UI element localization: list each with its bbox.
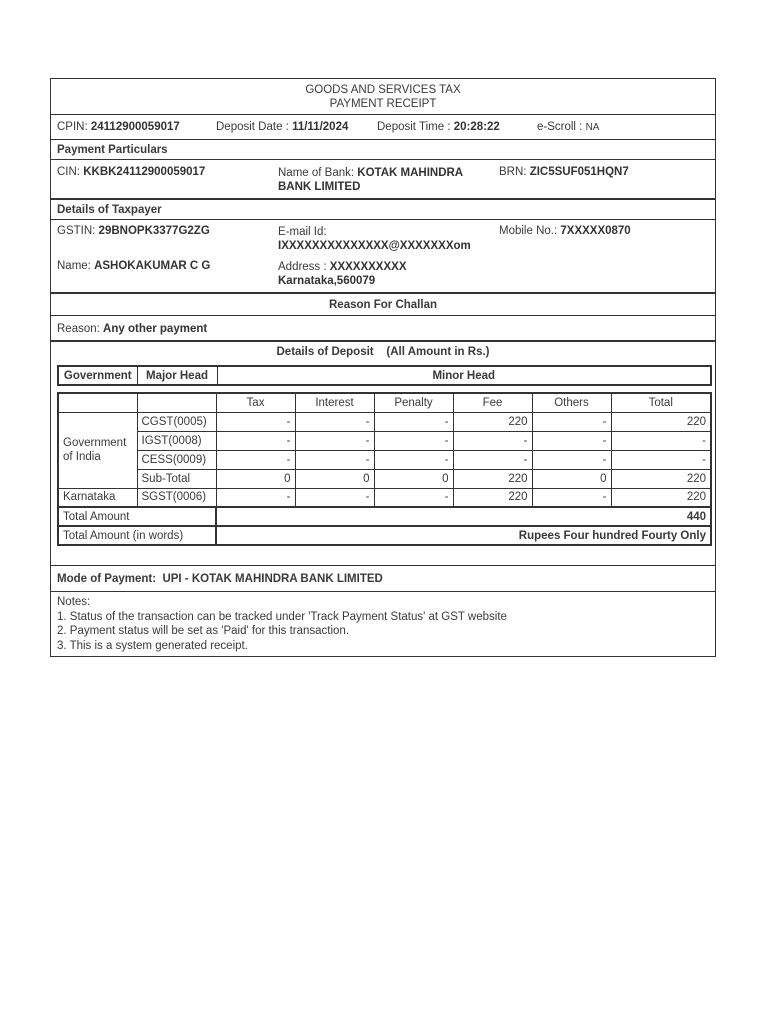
mode-label: Mode of Payment: [57, 573, 157, 585]
cpin [57, 121, 180, 133]
gstin [57, 225, 210, 237]
tax-cell: - [216, 431, 295, 450]
tax-cell: - [216, 488, 295, 507]
deposit-details [51, 342, 715, 566]
subcol-others: Others [532, 393, 611, 412]
interest-cell: - [295, 412, 374, 431]
escroll [537, 121, 599, 133]
gstin-label: GSTIN: [57, 225, 96, 237]
total-amount-label: Total Amount [58, 507, 216, 526]
fee-cell: - [453, 431, 532, 450]
fee-cell: 220 [453, 488, 532, 507]
subcol-total: Total [611, 393, 711, 412]
subcol-penalty: Penalty [374, 393, 453, 412]
goi-label-line2: of India [63, 451, 101, 463]
others-cell: - [532, 431, 611, 450]
bank-value-line2: BANK LIMITED [278, 181, 361, 193]
deposit-date-label: Deposit Date : [216, 121, 289, 133]
cin [57, 166, 205, 178]
payment-particulars-heading: Payment Particulars [51, 140, 715, 160]
penalty-cell: - [374, 488, 453, 507]
deposit-header-table [57, 365, 712, 386]
major-head-cell: IGST(0008) [137, 431, 216, 450]
note-item: 2. Payment status will be set as 'Paid' for this transaction. [57, 625, 350, 637]
taxpayer-name [57, 260, 210, 272]
taxpayer-details [51, 220, 715, 294]
interest-cell: - [295, 488, 374, 507]
taxpayer-name-label: Name: [57, 260, 91, 272]
penalty-cell: 0 [374, 469, 453, 488]
deposit-date-value: 11/11/2024 [292, 121, 349, 133]
total-words-label: Total Amount (in words) [58, 526, 216, 545]
mobile [499, 225, 631, 237]
address [278, 260, 407, 288]
others-cell: - [532, 488, 611, 507]
goi-label-line1: Government [63, 437, 127, 449]
total-cell: - [611, 450, 711, 469]
major-head-cell: SGST(0006) [137, 488, 216, 507]
notes [51, 592, 715, 656]
mobile-value: 7XXXXX0870 [560, 225, 631, 237]
reason-label: Reason: [57, 323, 100, 335]
deposit-heading [51, 342, 715, 362]
table-row [58, 431, 711, 450]
gstin-value: 29BNOPK3377G2ZG [98, 225, 210, 237]
major-head-cell: Sub-Total [137, 469, 216, 488]
fee-cell: 220 [453, 412, 532, 431]
deposit-time-label: Deposit Time : [377, 121, 451, 133]
total-cell: 220 [611, 412, 711, 431]
col-major-head: Major Head [137, 366, 217, 385]
tax-cell: - [216, 412, 295, 431]
government-of-india-cell [58, 412, 137, 488]
brn-value: ZIC5SUF051HQN7 [529, 166, 629, 178]
address-value-line2: Karnataka,560079 [278, 275, 376, 287]
others-cell: 0 [532, 469, 611, 488]
total-amount-value: 440 [216, 507, 711, 526]
challan-reason [51, 316, 715, 342]
table-row [58, 412, 711, 431]
taxpayer-name-value: ASHOKAKUMAR C G [94, 260, 211, 272]
state-cell: Karnataka [58, 488, 137, 507]
email [278, 225, 471, 253]
col-minor-head: Minor Head [217, 366, 711, 385]
escroll-label: e-Scroll : [537, 121, 583, 133]
note-item: 1. Status of the transaction can be tracked under 'Track Payment Status' at GST website [57, 610, 507, 623]
tax-cell: - [216, 450, 295, 469]
taxpayer-heading: Details of Taxpayer [51, 200, 715, 220]
col-government: Government [58, 366, 137, 385]
mode-value: UPI - KOTAK MAHINDRA BANK LIMITED [162, 573, 383, 585]
total-cell: 220 [611, 469, 711, 488]
summary-row [51, 115, 715, 140]
table-row [58, 469, 711, 488]
bank-name [278, 166, 463, 194]
penalty-cell: - [374, 431, 453, 450]
mode-of-payment [51, 566, 715, 592]
subcol-interest: Interest [295, 393, 374, 412]
cin-value: KKBK24112900059017 [83, 166, 206, 178]
deposit-heading-text: Details of Deposit [276, 346, 374, 358]
receipt-title-line2: PAYMENT RECEIPT [329, 98, 437, 110]
address-value-line1: XXXXXXXXXX [329, 261, 407, 273]
deposit-time [377, 121, 500, 133]
escroll-value: NA [585, 122, 600, 133]
note-item: 3. This is a system generated receipt. [57, 639, 248, 652]
payment-receipt [50, 78, 716, 657]
penalty-cell: - [374, 412, 453, 431]
total-words-value: Rupees Four hundred Fourty Only [216, 526, 711, 545]
receipt-header [51, 79, 715, 115]
bank-value-line1: KOTAK MAHINDRA [357, 167, 464, 179]
mobile-label: Mobile No.: [499, 225, 558, 237]
penalty-cell: - [374, 450, 453, 469]
email-label: E-mail Id: [278, 226, 327, 238]
address-label: Address : [278, 261, 327, 273]
fee-cell: 220 [453, 469, 532, 488]
deposit-date [216, 121, 348, 133]
major-head-cell: CGST(0005) [137, 412, 216, 431]
challan-heading [51, 294, 715, 316]
others-cell: - [532, 450, 611, 469]
subcol-fee: Fee [453, 393, 532, 412]
total-amount-row [58, 507, 711, 526]
total-words-row [58, 526, 711, 545]
table-row [58, 450, 711, 469]
cpin-label: CPIN: [57, 121, 88, 133]
notes-heading: Notes: [57, 596, 91, 608]
interest-cell: - [295, 450, 374, 469]
payment-particulars [51, 160, 715, 200]
interest-cell: - [295, 431, 374, 450]
cpin-value: 24112900059017 [90, 121, 180, 133]
cin-label: CIN: [57, 166, 80, 178]
challan-heading-text: Reason For Challan [329, 299, 437, 311]
others-cell: - [532, 412, 611, 431]
blank-cell [137, 393, 216, 412]
total-cell: 220 [611, 488, 711, 507]
subcol-tax: Tax [216, 393, 295, 412]
interest-cell: 0 [295, 469, 374, 488]
blank-cell [58, 393, 137, 412]
table-row [58, 488, 711, 507]
reason-value: Any other payment [103, 323, 208, 335]
email-value: IXXXXXXXXXXXXXX@XXXXXXXom [278, 240, 471, 252]
deposit-time-value: 20:28:22 [453, 121, 500, 133]
bank-label: Name of Bank: [278, 167, 355, 179]
major-head-cell: CESS(0009) [137, 450, 216, 469]
brn-label: BRN: [499, 166, 527, 178]
tax-cell: 0 [216, 469, 295, 488]
total-cell: - [611, 431, 711, 450]
receipt-title-line1: GOODS AND SERVICES TAX [305, 84, 461, 96]
deposit-heading-note: (All Amount in Rs.) [386, 346, 490, 358]
fee-cell: - [453, 450, 532, 469]
deposit-table [57, 392, 712, 546]
brn [499, 166, 629, 178]
